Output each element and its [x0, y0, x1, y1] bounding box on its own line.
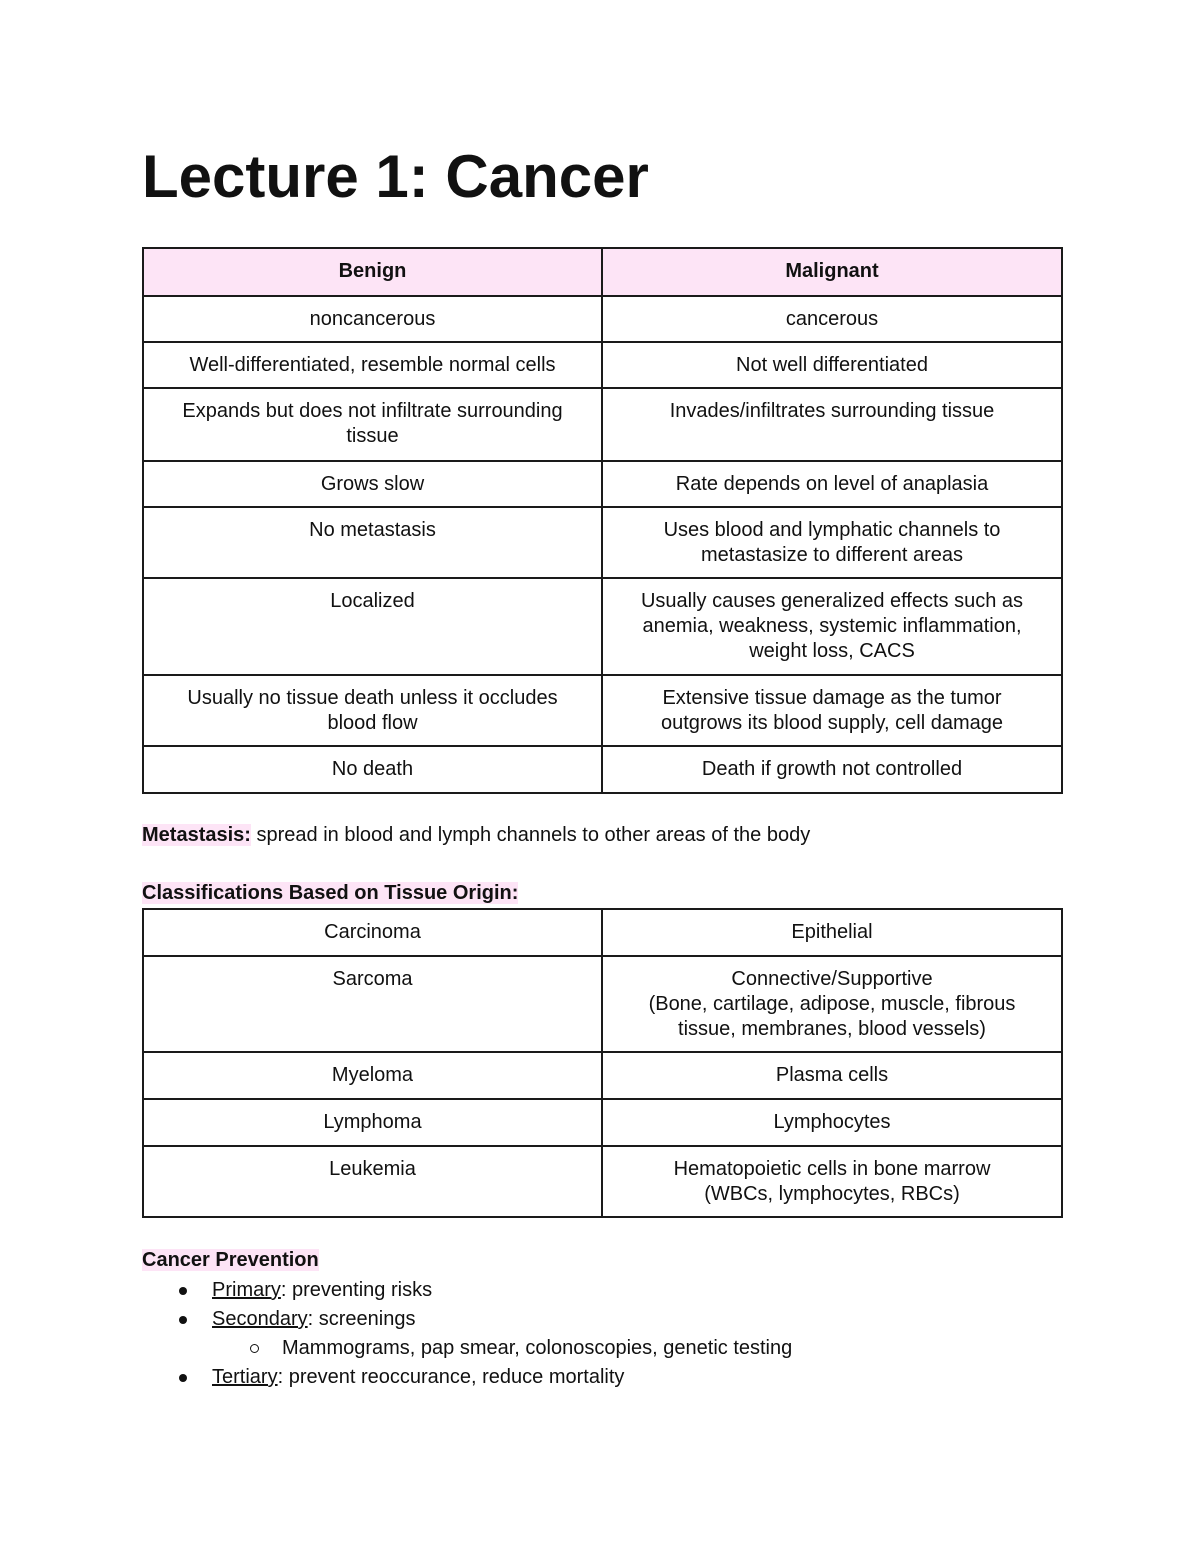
table-cell: noncancerous — [143, 296, 602, 342]
list-item-label: Primary — [212, 1279, 281, 1301]
table-row — [143, 461, 1062, 507]
table-row — [143, 956, 1062, 1052]
metastasis-text: spread in blood and lymph channels to other areas of the body — [250, 824, 811, 846]
table-cell: Myeloma — [143, 1052, 602, 1099]
table-cell: Expands but does not infiltrate surrounding tissue — [143, 388, 602, 461]
cell-line: (WBCs, lymphocytes, RBCs) — [704, 1183, 960, 1205]
table-cell — [602, 956, 1062, 1052]
table-row — [143, 578, 1062, 675]
metastasis-definition — [142, 823, 810, 848]
table-cell: Death if growth not controlled — [602, 746, 1062, 793]
table-row — [143, 1099, 1062, 1146]
table-row — [143, 296, 1062, 342]
page-title: Lecture 1: Cancer — [142, 143, 649, 210]
bullet-icon — [179, 1374, 187, 1382]
cell-line: (Bone, cartilage, adipose, muscle, fibrous tissue, membranes, blood vessels) — [648, 993, 1016, 1040]
prevention-heading-text: Cancer Prevention — [142, 1249, 319, 1271]
bullet-icon — [179, 1287, 187, 1295]
table-cell — [602, 1146, 1062, 1217]
table-cell: No death — [143, 746, 602, 793]
table-cell: Carcinoma — [143, 909, 602, 956]
list-item — [142, 1305, 792, 1334]
header-malignant: Malignant — [602, 248, 1062, 296]
table-cell: No metastasis — [143, 507, 602, 578]
table-cell: Lymphoma — [143, 1099, 602, 1146]
prevention-heading — [142, 1248, 319, 1273]
table-cell: Rate depends on level of anaplasia — [602, 461, 1062, 507]
list-item-label: Secondary — [212, 1308, 308, 1330]
table-cell: Well-differentiated, resemble normal cells — [143, 342, 602, 388]
cell-line: Hematopoietic cells in bone marrow — [673, 1158, 991, 1180]
table-cell: Usually causes generalized effects such as anemia, weakness, systemic inflammation, weight loss, CACS — [602, 578, 1062, 675]
table-cell: Leukemia — [143, 1146, 602, 1217]
table-row — [143, 1052, 1062, 1099]
table-cell: Epithelial — [602, 909, 1062, 956]
bullet-icon — [179, 1316, 187, 1324]
table-cell: Usually no tissue death unless it occludes blood flow — [143, 675, 602, 746]
table-row — [143, 1146, 1062, 1217]
table-row — [143, 507, 1062, 578]
classifications-heading-text: Classifications Based on Tissue Origin: — [142, 882, 519, 904]
table-row — [143, 675, 1062, 746]
list-item-text: : preventing risks — [280, 1279, 433, 1301]
list-item — [142, 1363, 792, 1392]
list-item-text: : prevent reoccurance, reduce mortality — [277, 1366, 625, 1388]
table-cell: Lymphocytes — [602, 1099, 1062, 1146]
hollow-bullet-icon — [250, 1344, 259, 1353]
table-row — [143, 909, 1062, 956]
benign-malignant-table — [142, 247, 1063, 794]
table-cell: cancerous — [602, 296, 1062, 342]
list-subitem-text: Mammograms, pap smear, colonoscopies, genetic testing — [282, 1337, 793, 1359]
table-row — [143, 342, 1062, 388]
table-header-row — [143, 248, 1062, 296]
header-benign: Benign — [143, 248, 602, 296]
metastasis-term: Metastasis: — [142, 824, 251, 846]
tissue-origin-table — [142, 908, 1063, 1218]
table-row — [143, 388, 1062, 461]
table-cell: Sarcoma — [143, 956, 602, 1052]
list-item-text: : screenings — [307, 1308, 416, 1330]
table-cell: Uses blood and lymphatic channels to metastasize to different areas — [602, 507, 1062, 578]
list-subitem — [142, 1334, 792, 1363]
table-cell: Invades/infiltrates surrounding tissue — [602, 388, 1062, 461]
table-cell: Plasma cells — [602, 1052, 1062, 1099]
cell-line: Connective/Supportive — [731, 968, 933, 990]
table-cell: Grows slow — [143, 461, 602, 507]
table-cell: Not well differentiated — [602, 342, 1062, 388]
prevention-list — [142, 1276, 792, 1392]
classifications-heading — [142, 881, 518, 906]
table-cell: Extensive tissue damage as the tumor outgrows its blood supply, cell damage — [602, 675, 1062, 746]
list-item-label: Tertiary — [212, 1366, 278, 1388]
table-cell: Localized — [143, 578, 602, 675]
table-row — [143, 746, 1062, 793]
list-item — [142, 1276, 792, 1305]
